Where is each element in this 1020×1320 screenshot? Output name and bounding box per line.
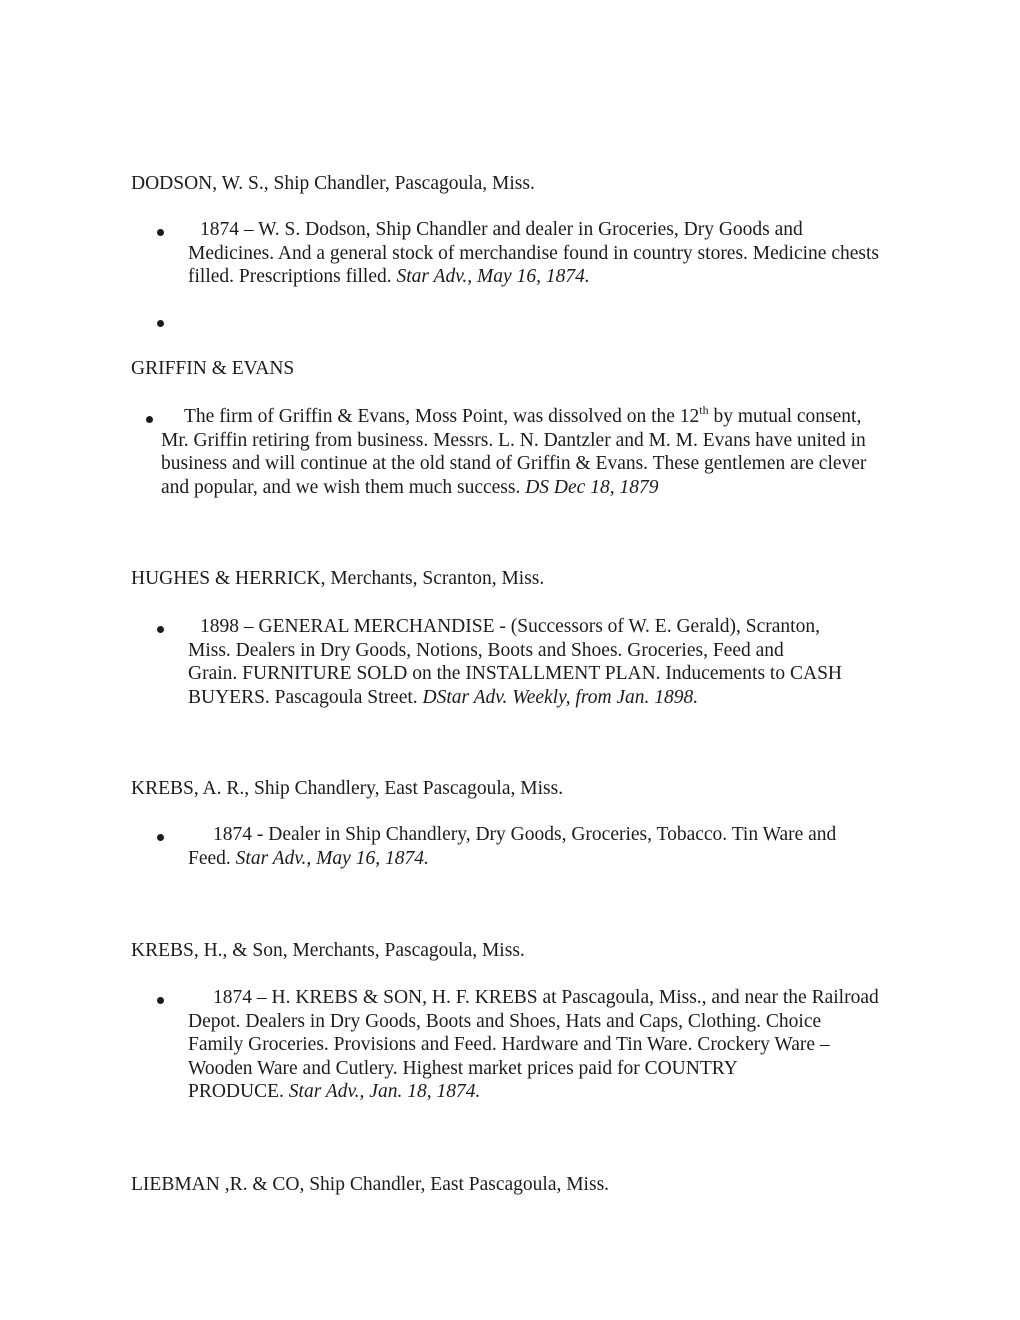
entry-line: Mr. Griffin retiring from business. Messrs. L. N. Dantzler and M. M. Evans have united in: [161, 429, 866, 451]
section-heading-krebs-h: KREBS, H., & Son, Merchants, Pascagoula, Miss.: [131, 940, 525, 961]
bullet-icon: [157, 626, 164, 633]
section-heading-hughes-herrick: HUGHES & HERRICK, Merchants, Scranton, Miss.: [131, 568, 545, 589]
entry-line: and popular, and we wish them much success.: [161, 476, 521, 498]
section-heading-griffin-evans: GRIFFIN & EVANS: [131, 358, 295, 379]
citation: Star Adv., Jan. 18, 1874.: [288, 1081, 481, 1102]
bullet-icon: [157, 320, 164, 327]
entry-line: PRODUCE.: [188, 1081, 284, 1102]
entry-line: 1874 – W. S. Dodson, Ship Chandler and dealer in Groceries, Dry Goods and: [200, 219, 803, 240]
entry-line: business and will continue at the old stand of Griffin & Evans. These gentlemen are clever: [161, 453, 867, 474]
section-heading-krebs-ar: KREBS, A. R., Ship Chandlery, East Pascagoula, Miss.: [131, 778, 564, 799]
entry-line: filled. Prescriptions filled.: [188, 266, 392, 287]
citation: Star Adv., May 16, 1874.: [235, 847, 429, 869]
entry-line: 1874 - Dealer in Ship Chandlery, Dry Goods, Groceries, Tobacco. Tin Ware and: [213, 824, 837, 845]
entry-line: The firm of Griffin & Evans, Moss Point, was dissolved on the 12: [184, 406, 700, 427]
entry-line: 1874 – H. KREBS & SON, H. F. KREBS at Pascagoula, Miss., and near the Railroad: [213, 987, 879, 1008]
entry-line: Depot. Dealers in Dry Goods, Boots and Shoes, Hats and Caps, Clothing. Choice: [188, 1010, 822, 1032]
citation: DS Dec 18, 1879: [525, 476, 659, 498]
bullet-icon: [157, 229, 164, 236]
entry-line: Family Groceries. Provisions and Feed. Hardware and Tin Ware. Crockery Ware –: [188, 1034, 830, 1055]
citation: Star Adv., May 16, 1874.: [396, 266, 590, 287]
entry-line: Medicines. And a general stock of merchandise found in country stores. Medicine chests: [188, 242, 879, 264]
entry-line: by mutual consent,: [708, 406, 862, 427]
entry-line: Feed.: [188, 847, 231, 869]
entry-line: Wooden Ware and Cutlery. Highest market prices paid for COUNTRY: [188, 1057, 738, 1079]
entry-line: 1898 – GENERAL MERCHANDISE - (Successors of W. E. Gerald), Scranton,: [200, 616, 820, 637]
entry-line: BUYERS. Pascagoula Street.: [188, 686, 418, 708]
entry-line: Grain. FURNITURE SOLD on the INSTALLMENT PLAN. Inducements to CASH: [188, 663, 842, 684]
ordinal-suffix: th: [699, 403, 709, 417]
entry-line: Miss. Dealers in Dry Goods, Notions, Boots and Shoes. Groceries, Feed and: [188, 639, 784, 661]
section-heading-dodson: DODSON, W. S., Ship Chandler, Pascagoula, Miss.: [131, 173, 535, 194]
bullet-icon: [157, 997, 164, 1004]
section-heading-liebman: LIEBMAN ,R. & CO, Ship Chandler, East Pascagoula, Miss.: [131, 1174, 610, 1195]
bullet-icon: [157, 834, 164, 841]
bullet-icon: [146, 416, 153, 423]
citation: DStar Adv. Weekly, from Jan. 1898.: [422, 686, 699, 708]
